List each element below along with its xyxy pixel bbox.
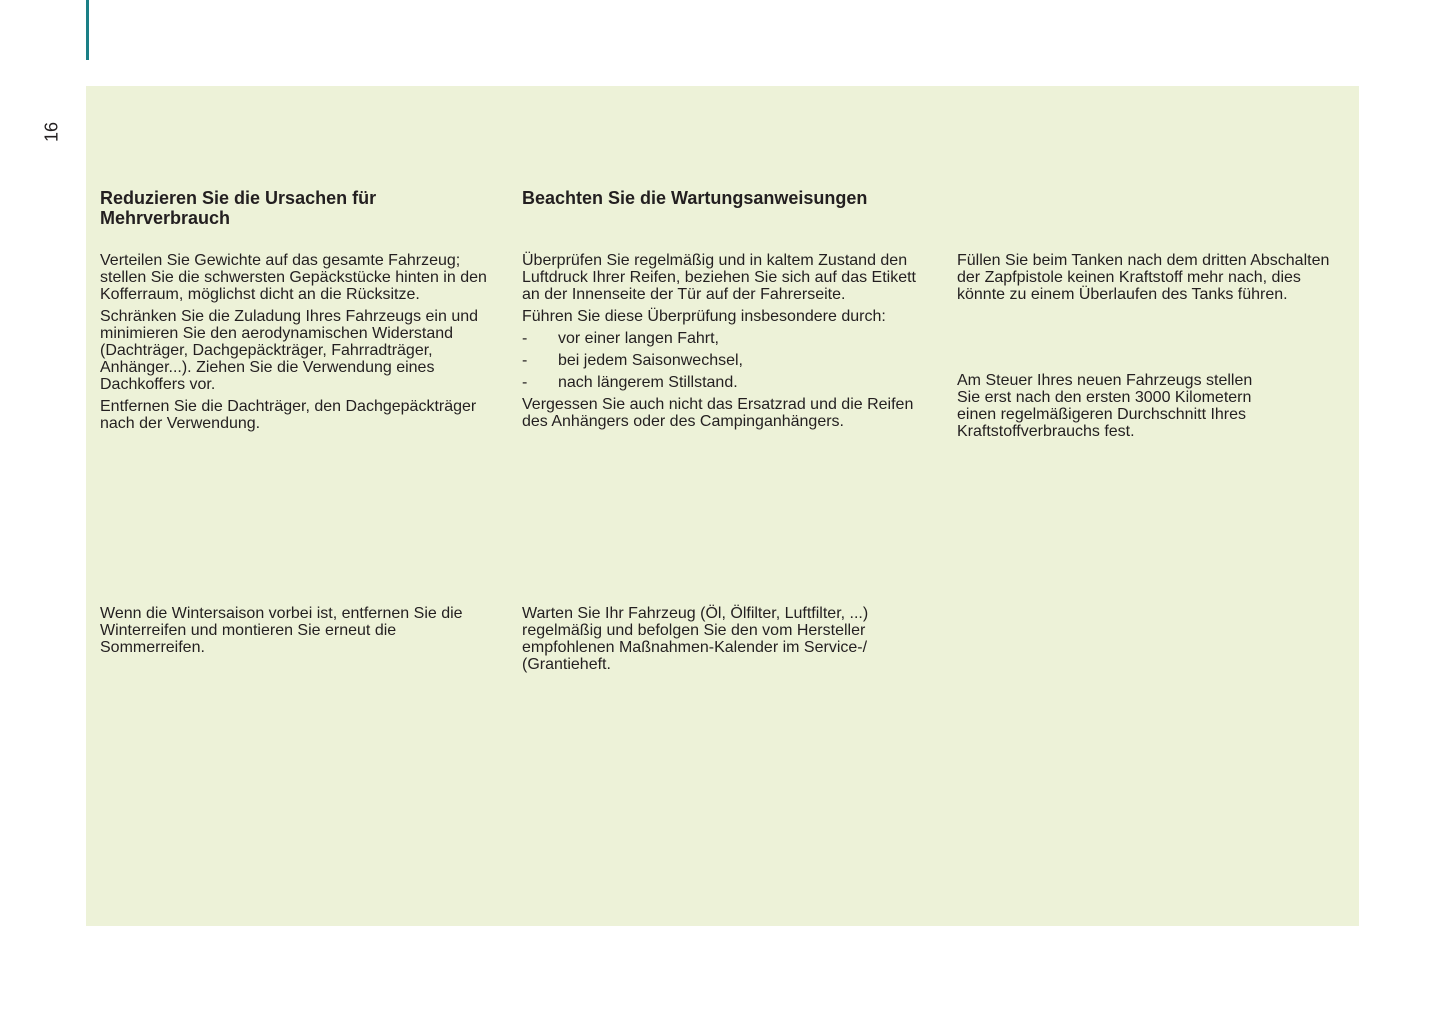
col2-service-block [522,605,902,678]
paragraph-refuelling: Füllen Sie beim Tanken nach dem dritten Abschalten der Zapfpistole keinen Kraftstoff mehr nach, dies könnte zu einem Überlaufen des Tanks führen. [957,252,1330,303]
paragraph-service-schedule: Warten Sie Ihr Fahrzeug (Öl, Ölfilter, Luftfilter, ...) regelmäßig und befolgen Sie den vom Hersteller empfohlenen Maßnahmen-Kalender im Service-/ (Grantieheft. [522,605,869,673]
list-item: - vor einer langen Fahrt, [522,330,719,347]
paragraph-tyre-pressure: Überprüfen Sie regelmäßig und in kaltem Zustand den Luftdruck Ihrer Reifen, beziehen Sie sich auf das Etikett an der Innenseite der Tür auf der Fahrerseite. [522,252,916,303]
bullet-marker: - [522,374,528,391]
paragraph-remove-roof-rack: Entfernen Sie die Dachträger, den Dachgepäckträger nach der Verwendung. [100,398,477,432]
bullet-marker: - [522,330,528,347]
list-item: - nach längerem Stillstand. [522,374,738,391]
col3-fuel-block [957,252,1342,308]
heading-reduce-consumption: Reduzieren Sie die Ursachen für Mehrverbrauch [100,188,377,228]
col2-text-block [522,252,937,435]
paragraph-winter-tyres: Wenn die Wintersaison vorbei ist, entfernen Sie die Winterreifen und montieren Sie erneut die Sommerreifen. [100,605,463,656]
bullet-marker: - [522,352,528,369]
paragraph-load-reduction: Schränken Sie die Zuladung Ihres Fahrzeugs ein und minimieren Sie den aerodynamischen Widerstand (Dachträger, Dachgepäckträger, Fahrradträger, Anhänger...). Ziehen Sie die Verwendung eines Dachkoffers vor. [100,308,479,393]
col1-text-block [100,252,495,437]
accent-bar [86,0,89,60]
paragraph-weight-distribution: Verteilen Sie Gewichte auf das gesamte Fahrzeug; stellen Sie die schwersten Gepäckstücke hinten in den Kofferraum, möglichst dicht an die Rücksitze. [100,252,487,303]
list-item: - bei jedem Saisonwechsel, [522,352,743,369]
col3-km-block [957,372,1277,445]
check-occasions-list [522,330,937,391]
heading-maintenance: Beachten Sie die Wartungsanweisungen [522,188,868,208]
page-number: 16 [41,121,62,143]
paragraph-first-3000-km: Am Steuer Ihres neuen Fahrzeugs stellen Sie erst nach den ersten 3000 Kilometern einen regelmäßigeren Durchschnitt Ihres Kraftstoffverbrauchs fest. [957,372,1253,440]
paragraph-spare-wheel: Vergessen Sie auch nicht das Ersatzrad und die Reifen des Anhängers oder des Campinganhängers. [522,396,914,430]
paragraph-check-occasions: Führen Sie diese Überprüfung insbesondere durch: [522,308,886,325]
col1-winter-block [100,605,480,661]
